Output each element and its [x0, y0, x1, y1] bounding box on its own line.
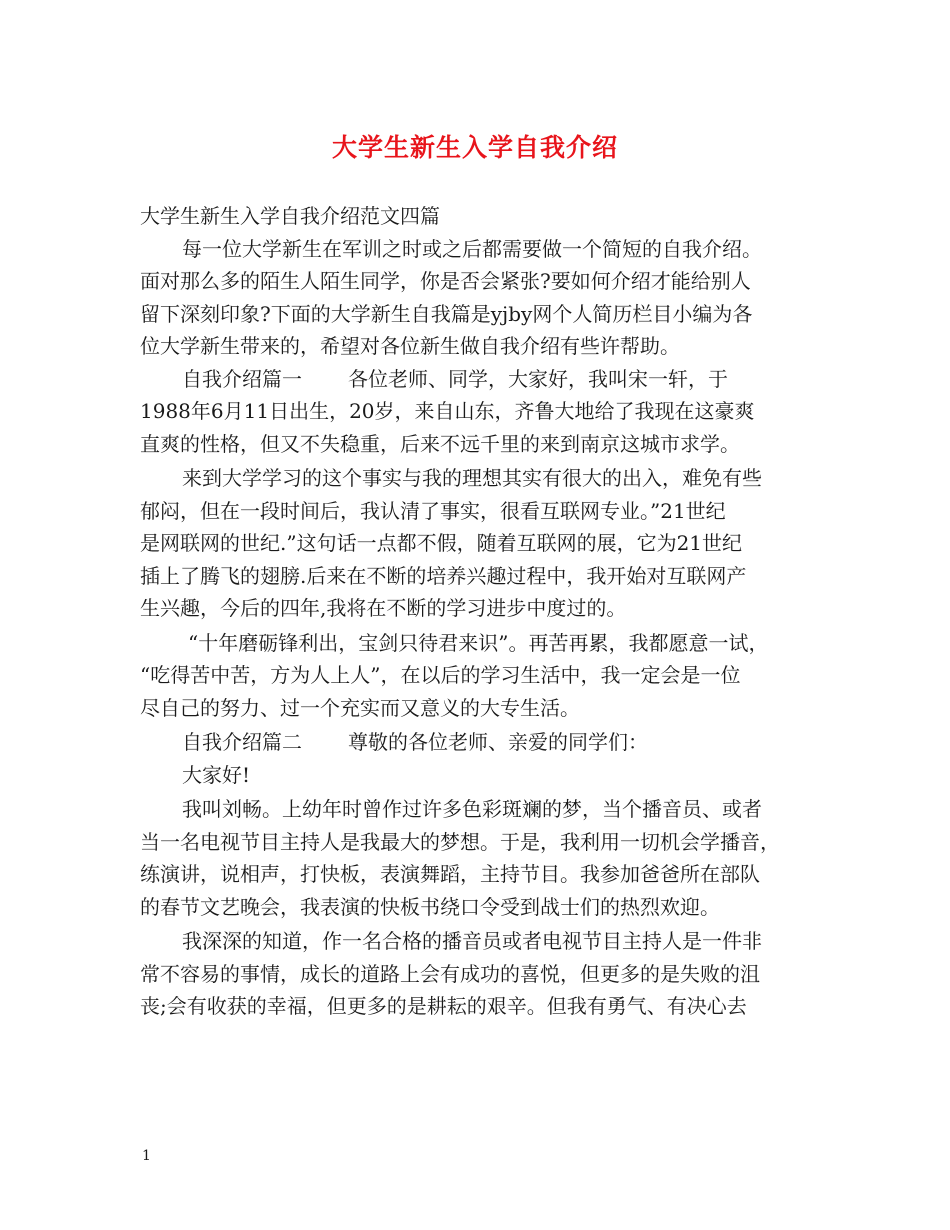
text-line: 直爽的性格，但又不失稳重，后来不远千里的来到南京这城市求学。 — [140, 431, 740, 456]
text-segment: 各位老师、同学，大家好，我叫宋一轩，于 — [348, 366, 728, 391]
text-line: 每一位大学新生在军训之时或之后都需要做一个简短的自我介绍。 — [182, 236, 762, 261]
text-line: 常不容易的事情，成长的道路上会有成功的喜悦，但更多的是失败的沮 — [140, 961, 760, 986]
text-line: 面对那么多的陌生人陌生同学，你是否会紧张?要如何介绍才能给别人 — [140, 269, 751, 293]
section-heading-line — [140, 726, 815, 759]
section-heading: 自我介绍篇一 — [182, 366, 302, 391]
text-line: 的春节文艺晚会，我表演的快板书绕口令受到战士们的热烈欢迎。 — [140, 894, 720, 919]
section-heading: 自我介绍篇二 — [182, 730, 302, 754]
text-line: 当一名电视节目主持人是我最大的梦想。于是，我利用一切机会学播音， — [140, 829, 780, 854]
text-line: “吃得苦中苦，方为人上人”，在以后的学习生活中，我一定会是一位 — [140, 663, 741, 687]
text-line: “十年磨砺锋利出，宝剑只待君来识”。再苦再累，我都愿意一试， — [188, 630, 769, 655]
text-line: 大家好! — [182, 762, 251, 787]
text-line: 练演讲，说相声，打快板，表演舞蹈，主持节目。我参加爸爸所在部队 — [140, 862, 760, 886]
text-line: 我叫刘畅。上幼年时曾作过许多色彩斑斓的梦，当个播音员、或者 — [182, 797, 762, 821]
text-line: 来到大学学习的这个事实与我的理想其实有很大的出入，难免有些 — [182, 466, 762, 490]
text-line: 郁闷，但在一段时间后，我认清了事实，很看互联网专业。”21世纪 — [140, 498, 726, 523]
page-number: 1 — [142, 1148, 151, 1164]
text-line: 是网联网的世纪.”这句话一点都不假，随着互联网的展，它为21世纪 — [140, 531, 743, 555]
text-line: 1988年6月11日出生，20岁，来自山东，齐鲁大地给了我现在这豪爽 — [140, 399, 755, 423]
text-line: 留下深刻印象?下面的大学新生自我篇是yjby网个人简历栏目小编为各 — [140, 301, 753, 326]
subtitle-line: 大学生新生入学自我介绍范文四篇 — [140, 204, 440, 228]
text-line: 插上了腾飞的翅膀.后来在不断的培养兴趣过程中，我开始对互联网产 — [140, 563, 747, 588]
text-segment: 尊敬的各位老师、亲爱的同学们： — [348, 730, 648, 754]
text-line: 尽自己的努力、过一个充实而又意义的大专生活。 — [140, 695, 580, 720]
text-line: 我深深的知道，作一名合格的播音员或者电视节目主持人是一件非 — [182, 929, 762, 953]
text-line: 丧;会有收获的幸福，但更多的是耕耘的艰辛。但我有勇气、有决心去 — [140, 994, 747, 1018]
text-line: 生兴趣，今后的四年,我将在不断的学习进步中度过的。 — [140, 596, 627, 620]
text-line: 位大学新生带来的，希望对各位新生做自我介绍有些许帮助。 — [140, 334, 680, 358]
document-title: 大学生新生入学自我介绍 — [331, 133, 618, 162]
document-body — [140, 200, 815, 1023]
section-heading-line — [140, 363, 815, 396]
